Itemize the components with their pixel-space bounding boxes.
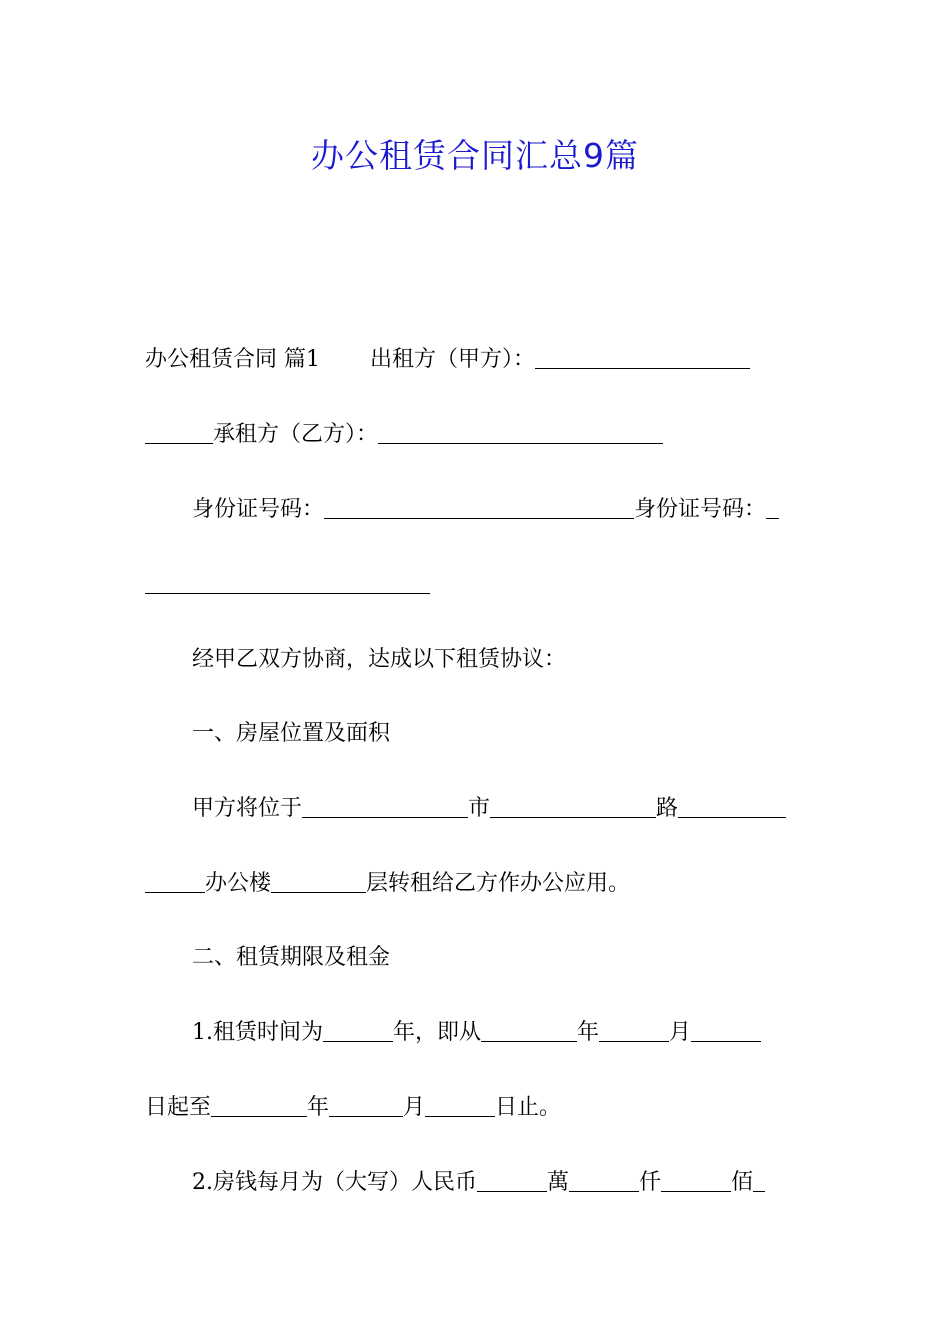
id-label-lessee: 身份证号码：	[634, 497, 767, 522]
building-blank	[678, 795, 786, 818]
section-1-heading	[192, 717, 810, 751]
contract-heading: 办公租赁合同 篇1	[145, 347, 320, 372]
end-day-label: 日止。	[495, 1095, 562, 1120]
lessor-blank	[535, 346, 750, 369]
lease-end-line	[145, 1091, 810, 1125]
section-1-text: 一、房屋位置及面积	[192, 721, 391, 746]
city-label: 市	[468, 796, 491, 821]
lessee-label: 承租方（乙方）：	[213, 422, 379, 447]
bai-blank	[661, 1169, 731, 1192]
road-blank	[490, 795, 656, 818]
start-year-blank	[481, 1019, 577, 1042]
lessor-blank-cont	[145, 421, 213, 444]
lease-term-label: 1.租赁时间为	[192, 1020, 323, 1045]
lessee-blank	[378, 421, 663, 444]
qian-label: 仟	[639, 1170, 662, 1195]
road-label: 路	[656, 796, 679, 821]
end-month-label: 月	[403, 1095, 426, 1120]
lease-term-line	[192, 1016, 810, 1050]
end-day-blank	[425, 1094, 495, 1117]
city-blank	[302, 795, 468, 818]
section-2-heading	[192, 941, 810, 975]
sublet-text: 层转租给乙方作办公应用。	[366, 871, 631, 896]
until-label: 日起至	[145, 1095, 212, 1120]
shi-blank	[753, 1169, 765, 1192]
location-label: 甲方将位于	[192, 796, 303, 821]
lessee-line	[145, 418, 810, 452]
id-blank-lessee	[766, 496, 779, 519]
office-building-label: 办公楼	[205, 871, 272, 896]
rent-line	[192, 1166, 810, 1200]
from-label: 年，即从	[393, 1020, 482, 1045]
wan-label: 萬	[547, 1170, 570, 1195]
qian-blank	[569, 1169, 639, 1192]
years-blank	[323, 1019, 393, 1042]
section-2-text: 二、租赁期限及租金	[192, 945, 391, 970]
end-year-blank	[211, 1094, 307, 1117]
wan-blank	[477, 1169, 547, 1192]
id-label-lessor: 身份证号码：	[192, 497, 325, 522]
start-month-blank	[599, 1019, 669, 1042]
agreement-intro-text: 经甲乙双方协商，达成以下租赁协议：	[192, 647, 567, 672]
location-line	[192, 792, 810, 826]
end-month-blank	[329, 1094, 403, 1117]
end-year-label: 年	[307, 1095, 330, 1120]
building-blank-cont	[145, 870, 205, 893]
id-number-line	[192, 493, 810, 527]
document-title: 办公租赁合同汇总9篇	[311, 136, 639, 175]
agreement-intro	[192, 643, 810, 677]
id-blank-lessor	[324, 496, 634, 519]
start-month-label: 月	[669, 1020, 692, 1045]
office-floor-line	[145, 867, 810, 901]
contract-heading-line	[145, 343, 810, 377]
floor-blank	[271, 870, 366, 893]
lessor-label: 出租方（甲方）：	[370, 347, 536, 372]
id-blank-line	[145, 568, 810, 602]
id-blank-lessee-cont	[145, 571, 430, 594]
start-day-blank	[691, 1019, 761, 1042]
rent-label: 2.房钱每月为（大写）人民币	[192, 1170, 477, 1195]
start-year-label: 年	[577, 1020, 600, 1045]
bai-label: 佰	[731, 1170, 754, 1195]
